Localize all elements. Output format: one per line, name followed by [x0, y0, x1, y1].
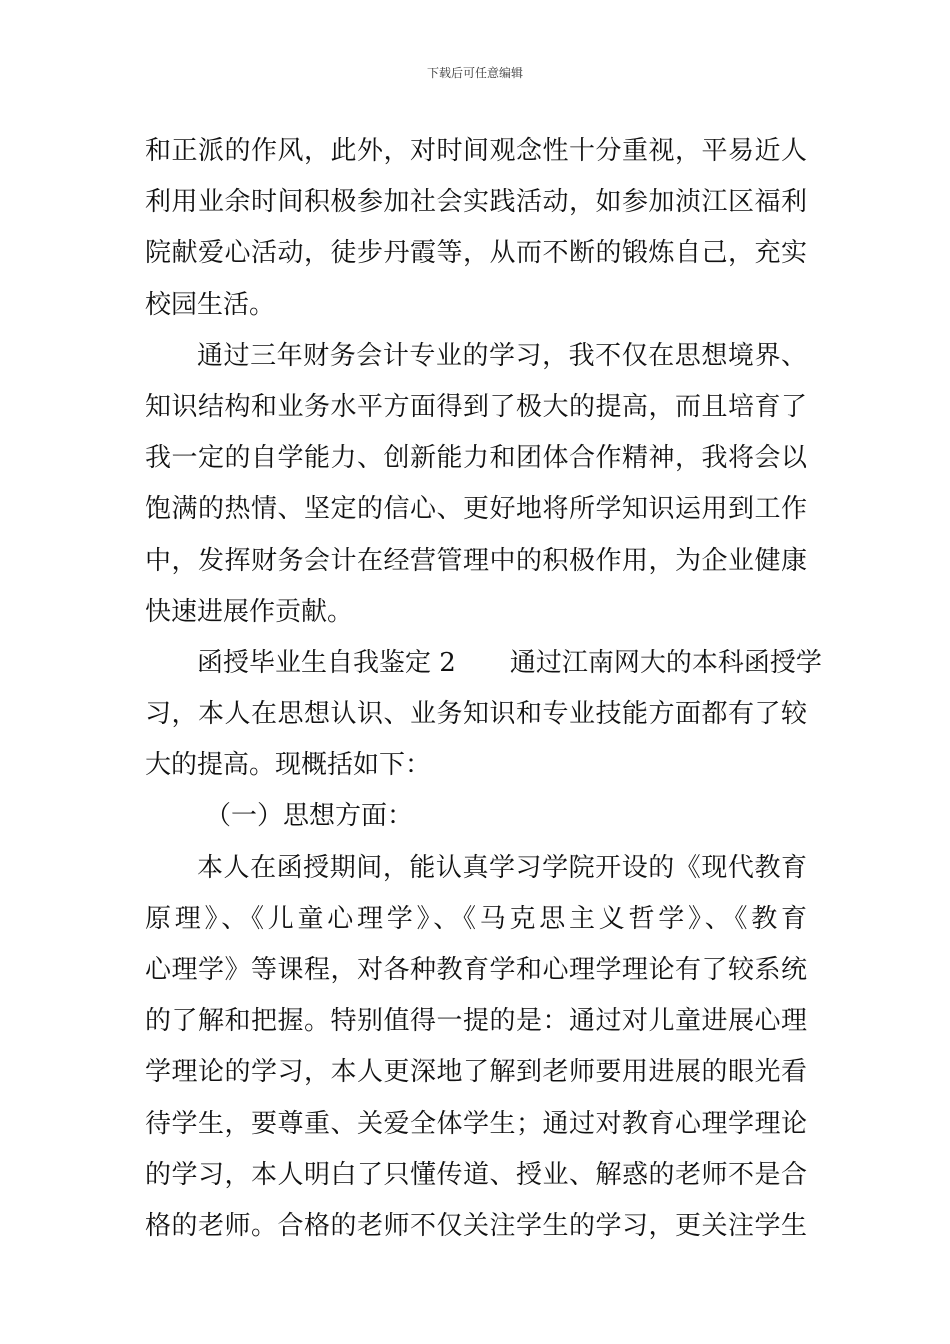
text-line: 利用业余时间积极参加社会实践活动，如参加浈江区福利: [145, 187, 807, 218]
text-line: 通过三年财务会计专业的学习，我不仅在思想境界、: [197, 340, 807, 371]
section-title: 函授毕业生自我鉴定 2: [197, 647, 456, 678]
text-span: 通过江南网大的本科函授学: [509, 647, 822, 678]
text-line: 的学习，本人明白了只懂传道、授业、解惑的老师不是合: [145, 1159, 807, 1190]
text-line: 知识结构和业务水平方面得到了极大的提高，而且培育了: [145, 391, 807, 422]
text-line: 习，本人在思想认识、业务知识和专业技能方面都有了较: [145, 699, 807, 730]
text-line: 学理论的学习，本人更深地了解到老师要用进展的眼光看: [145, 1057, 807, 1088]
section-title-line: [145, 638, 822, 689]
text-line: 本人在函授期间，能认真学习学院开设的《现代教育: [197, 852, 807, 883]
text-line: 大的提高。现概括如下：: [145, 750, 432, 781]
text-line: 中，发挥财务会计在经营管理中的积极作用，为企业健康: [145, 545, 807, 576]
text-line: 待学生，要尊重、关爱全体学生；通过对教育心理学理论: [145, 1108, 807, 1139]
text-line: 校园生活。: [145, 289, 276, 320]
subsection-heading: （一）思想方面：: [205, 801, 414, 832]
text-line: 的了解和把握。特别值得一提的是：通过对儿童进展心理: [145, 1006, 807, 1037]
text-line: 快速进展作贡献。: [145, 596, 354, 627]
document-body: [145, 126, 822, 1252]
text-line: 格的老师。合格的老师不仅关注学生的学习，更关注学生: [145, 1210, 807, 1241]
text-line: 我一定的自学能力、创新能力和团体合作精神，我将会以: [145, 443, 807, 474]
text-line: 和正派的作风，此外，对时间观念性十分重视，平易近人: [145, 136, 807, 166]
text-line: 原理》、《儿童心理学》、《马克思主义哲学》、《教育: [145, 903, 807, 934]
text-line: 院献爱心活动，徒步丹霞等，从而不断的锻炼自己，充实: [145, 238, 807, 269]
text-line: 心理学》等课程，对各种教育学和心理学理论有了较系统: [145, 955, 807, 985]
text-line: 饱满的热情、坚定的信心、更好地将所学知识运用到工作: [145, 494, 807, 525]
page-header: 下载后可任意编辑: [426, 66, 523, 80]
